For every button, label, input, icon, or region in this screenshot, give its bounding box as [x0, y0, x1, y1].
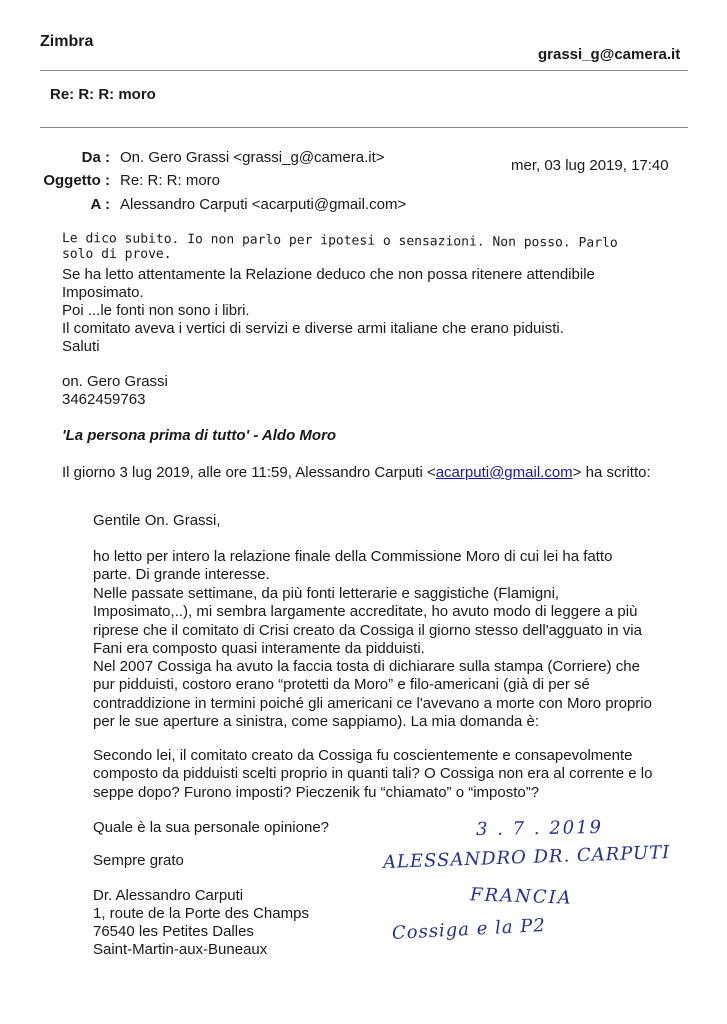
quoted-signature-line: 1, route de la Porte des Champs — [93, 905, 309, 922]
header-divider — [40, 70, 688, 71]
quoted-closing: Sempre grato — [93, 852, 184, 869]
quoted-header — [62, 464, 651, 481]
handwritten-country: FRANCIA — [469, 884, 574, 909]
email-subject: Re: R: R: moro — [50, 86, 156, 103]
reply-line: Imposimato. — [62, 284, 144, 301]
quoted-greeting: Gentile On. Grassi, — [93, 512, 221, 529]
subject-divider — [40, 127, 688, 128]
handwritten-note: Cossiga e la P2 — [391, 914, 547, 944]
app-name: Zimbra — [40, 33, 94, 50]
quoted-email-link[interactable]: acarputi@gmail.com — [435, 464, 573, 481]
reply-line: Saluti — [62, 338, 100, 355]
quoted-header-suffix: > ha scritto: — [572, 464, 651, 481]
reply-line: Poi ...le fonti non sono i libri. — [62, 302, 250, 319]
quoted-header-prefix: Il giorno 3 lug 2019, alle ore 11:59, Alessandro Carputi < — [62, 464, 436, 481]
quoted-paragraph-1: ho letto per intero la relazione finale della Commissione Moro di cui lei ha fatto parte. Di grande interesse. — [93, 548, 613, 584]
reply-line: Il comitato aveva i vertici di servizi e diverse armi italiane che erano piduisti. — [62, 320, 564, 337]
reply-mono-line-2: solo di prove. — [62, 247, 172, 262]
to-value[interactable]: Alessandro Carputi <acarputi@gmail.com> — [120, 196, 407, 213]
handwritten-date: 3 . 7 . 2019 — [475, 816, 604, 841]
subject-value: Re: R: R: moro — [120, 172, 221, 189]
quoted-signature-line: Dr. Alessandro Carputi — [93, 887, 244, 904]
subject-label: Oggetto : — [43, 172, 110, 189]
quoted-paragraph-5: Quale è la sua personale opinione? — [93, 819, 330, 836]
quoted-paragraph-2: Nelle passate settimane, da più fonti letterarie e saggistiche (Flamigni, Imposimato,..), mi sembra largamente accreditate, ho avuto modo di leggere a più riprese che il comitato di Crisi creato da Cossiga il giorno stesso dell'agguato in via Fani era composto quasi interamente da pidduisti. — [93, 585, 642, 657]
reply-line: Se ha letto attentamente la Relazione deduco che non possa ritenere attendibile — [62, 266, 595, 283]
from-value[interactable]: On. Gero Grassi <grassi_g@camera.it> — [120, 149, 385, 166]
email-date: mer, 03 lug 2019, 17:40 — [511, 157, 669, 174]
signature-name: on. Gero Grassi — [62, 373, 168, 390]
quoted-signature-line: Saint-Martin-aux-Buneaux — [93, 941, 268, 958]
quoted-paragraph-4: Secondo lei, il comitato creato da Cossiga fu coscientemente e consapevolmente composto da pidduisti scelti proprio in quanti tali? O Cossiga non era al corrente e lo seppe dopo? Furono imposti? Pieczenik fu “chiamato” o “imposto”? — [93, 747, 653, 801]
reply-mono-line-1: Le dico subito. Io non parlo per ipotesi o sensazioni. Non posso. Parlo — [61, 231, 618, 251]
motto: 'La persona prima di tutto' - Aldo Moro — [62, 427, 337, 444]
quoted-paragraph-3: Nel 2007 Cossiga ha avuto la faccia tosta di dichiarare sulla stampa (Corriere) che pur pidduisti, costoro erano “protetti da Moro” e filo-americani (già di per sé contraddizione in termini poiché gli americani ce l'avevano a morte con Moro proprio per le sue aperture a sinistra, come sappiamo). La mia domanda è: — [93, 658, 652, 730]
handwritten-name: ALESSANDRO DR. CARPUTI — [382, 841, 671, 873]
to-label: A : — [90, 196, 110, 213]
quoted-signature-line: 76540 les Petites Dalles — [93, 923, 254, 940]
signature-phone: 3462459763 — [62, 391, 146, 408]
account-email: grassi_g@camera.it — [538, 46, 681, 63]
from-label: Da : — [81, 149, 110, 166]
